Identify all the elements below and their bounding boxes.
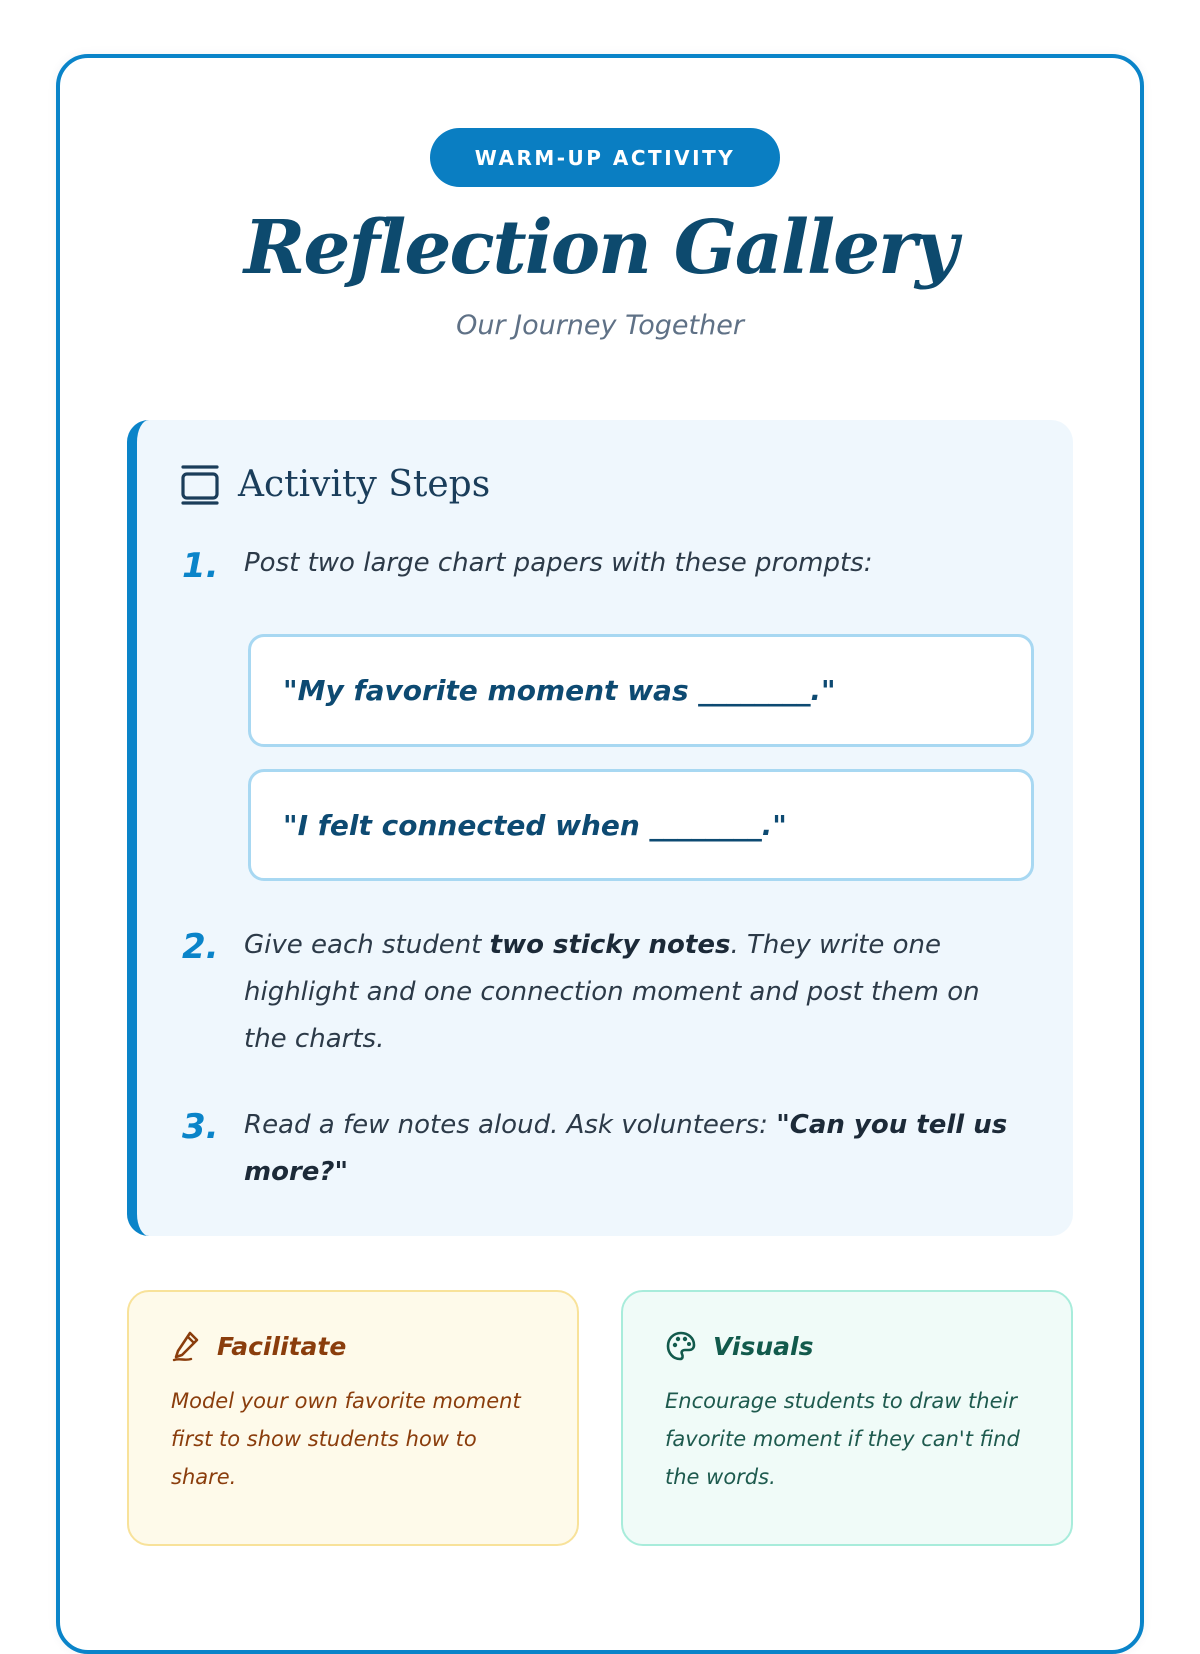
palette-icon xyxy=(665,1330,697,1362)
activity-steps-heading xyxy=(180,462,490,506)
visuals-tip-header xyxy=(665,1330,1031,1362)
facilitate-tip-card xyxy=(127,1290,579,1546)
step-number-2: 2. xyxy=(182,927,219,967)
step-text-3 xyxy=(244,1102,1024,1196)
step-2-text-end: . They write one highlight and one connection moment and post them on the charts. xyxy=(244,930,980,1054)
step-3-emphasis: "Can you tell us more?" xyxy=(244,1110,1008,1187)
step-number-3: 3. xyxy=(182,1107,219,1147)
facilitate-tip-body: Model your own favorite moment first to show students how to share. xyxy=(171,1389,521,1489)
step-text-1: Post two large chart papers with these prompts: xyxy=(244,548,873,578)
step-text-2 xyxy=(244,922,1024,1063)
visuals-tip-title: Visuals xyxy=(713,1331,814,1361)
facilitate-tip-title: Facilitate xyxy=(217,1331,347,1361)
step-2-text-start: Give each student xyxy=(244,930,490,960)
prompt-card-2: "I felt connected when ________." xyxy=(248,769,1034,881)
activity-badge: WARM-UP ACTIVITY xyxy=(430,128,780,187)
prompt-card-1: "My favorite moment was ________." xyxy=(248,634,1034,747)
page-title: Reflection Gallery xyxy=(243,205,957,291)
facilitate-tip-header xyxy=(171,1330,537,1362)
page-subtitle: Our Journey Together xyxy=(456,310,744,341)
step-3-text-start: Read a few notes aloud. Ask volunteers: xyxy=(244,1110,777,1140)
step-2-emphasis: two sticky notes xyxy=(489,930,731,960)
notes-stack-icon xyxy=(180,462,222,506)
pen-icon xyxy=(171,1330,201,1362)
visuals-tip-card xyxy=(621,1290,1073,1546)
activity-steps-title: Activity Steps xyxy=(238,463,491,505)
step-number-1: 1. xyxy=(182,546,219,586)
visuals-tip-body: Encourage students to draw their favorite moment if they can't find the words. xyxy=(665,1389,1020,1489)
